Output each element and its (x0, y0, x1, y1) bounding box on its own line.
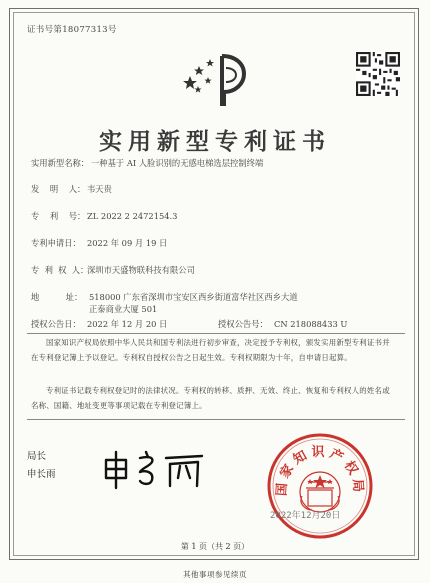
grant-date-row (31, 318, 167, 330)
inventor-value: 韦天贵 (87, 184, 112, 194)
director-signature-icon (100, 448, 210, 492)
patentee-label: 专 利 权 人： (31, 265, 89, 275)
patentee-value: 深圳市天盛物联科技有限公司 (87, 265, 195, 275)
grant-number-label: 授权公告号： (218, 319, 268, 329)
address-line-1: 518000 广东省深圳市宝安区西乡街道富华社区西乡大道 (89, 292, 298, 302)
address-label: 地 址： (31, 292, 83, 302)
utility-name-value: 一种基于 AI 人脸识别的无感电梯选层控制终端 (91, 158, 264, 168)
document-title: 实用新型专利证书 (99, 128, 331, 155)
official-seal-icon (266, 432, 374, 540)
cnipa-emblem-icon (182, 50, 254, 110)
patent-number-label: 专 利 号： (31, 211, 86, 221)
grant-number-row (218, 318, 347, 330)
patent-number-row (31, 210, 177, 222)
director-title: 局长 (27, 451, 47, 462)
divider (27, 333, 405, 334)
filing-date-value: 2022 年 09 月 19 日 (87, 238, 168, 248)
filing-date-label: 专利申请日： (31, 238, 81, 248)
certificate-number: 证书号第18077313号 (27, 25, 117, 35)
utility-name-row (31, 157, 263, 169)
grant-number-value: CN 218088433 U (274, 319, 348, 329)
utility-name-label: 实用新型名称： (31, 158, 90, 168)
divider-lower (27, 419, 405, 420)
grant-statement-paragraph: 国家知识产权局依照中华人民共和国专利法进行初步审查，决定授予专利权，颁发实用新型专利证书并在专利登记簿上予以登记。专利权自授权公告之日起生效。专利权期限为十年，自申请日起算。 (31, 338, 390, 362)
address-row (31, 291, 87, 303)
qr-code-icon (356, 52, 400, 96)
seal-arc-text: 国家知识产权局 (274, 445, 366, 497)
inventor-row (31, 183, 112, 195)
patent-number-value: ZL 2022 2 2472154.3 (87, 211, 178, 221)
filing-date-row (31, 237, 167, 249)
inventor-label: 发 明 人： (31, 184, 86, 194)
grant-date-value: 2022 年 12 月 20 日 (87, 319, 168, 329)
patentee-row (31, 264, 195, 276)
seal-date: 2022年12月20日 (270, 511, 341, 521)
page-number: 第 1 页（共 2 页） (180, 542, 250, 551)
footer-note: 其他事项参见续页 (183, 570, 247, 579)
legal-status-paragraph: 专利证书记载专利权登记时的法律状况。专利权的转移、质押、无效、终止、恢复和专利权人的姓名或名称、国籍、地址变更等事项记载在专利登记簿上。 (31, 386, 390, 410)
address-line-2: 正泰商业大厦 501 (89, 304, 158, 314)
grant-date-label: 授权公告日： (31, 319, 81, 329)
director-name: 申长雨 (27, 469, 56, 480)
